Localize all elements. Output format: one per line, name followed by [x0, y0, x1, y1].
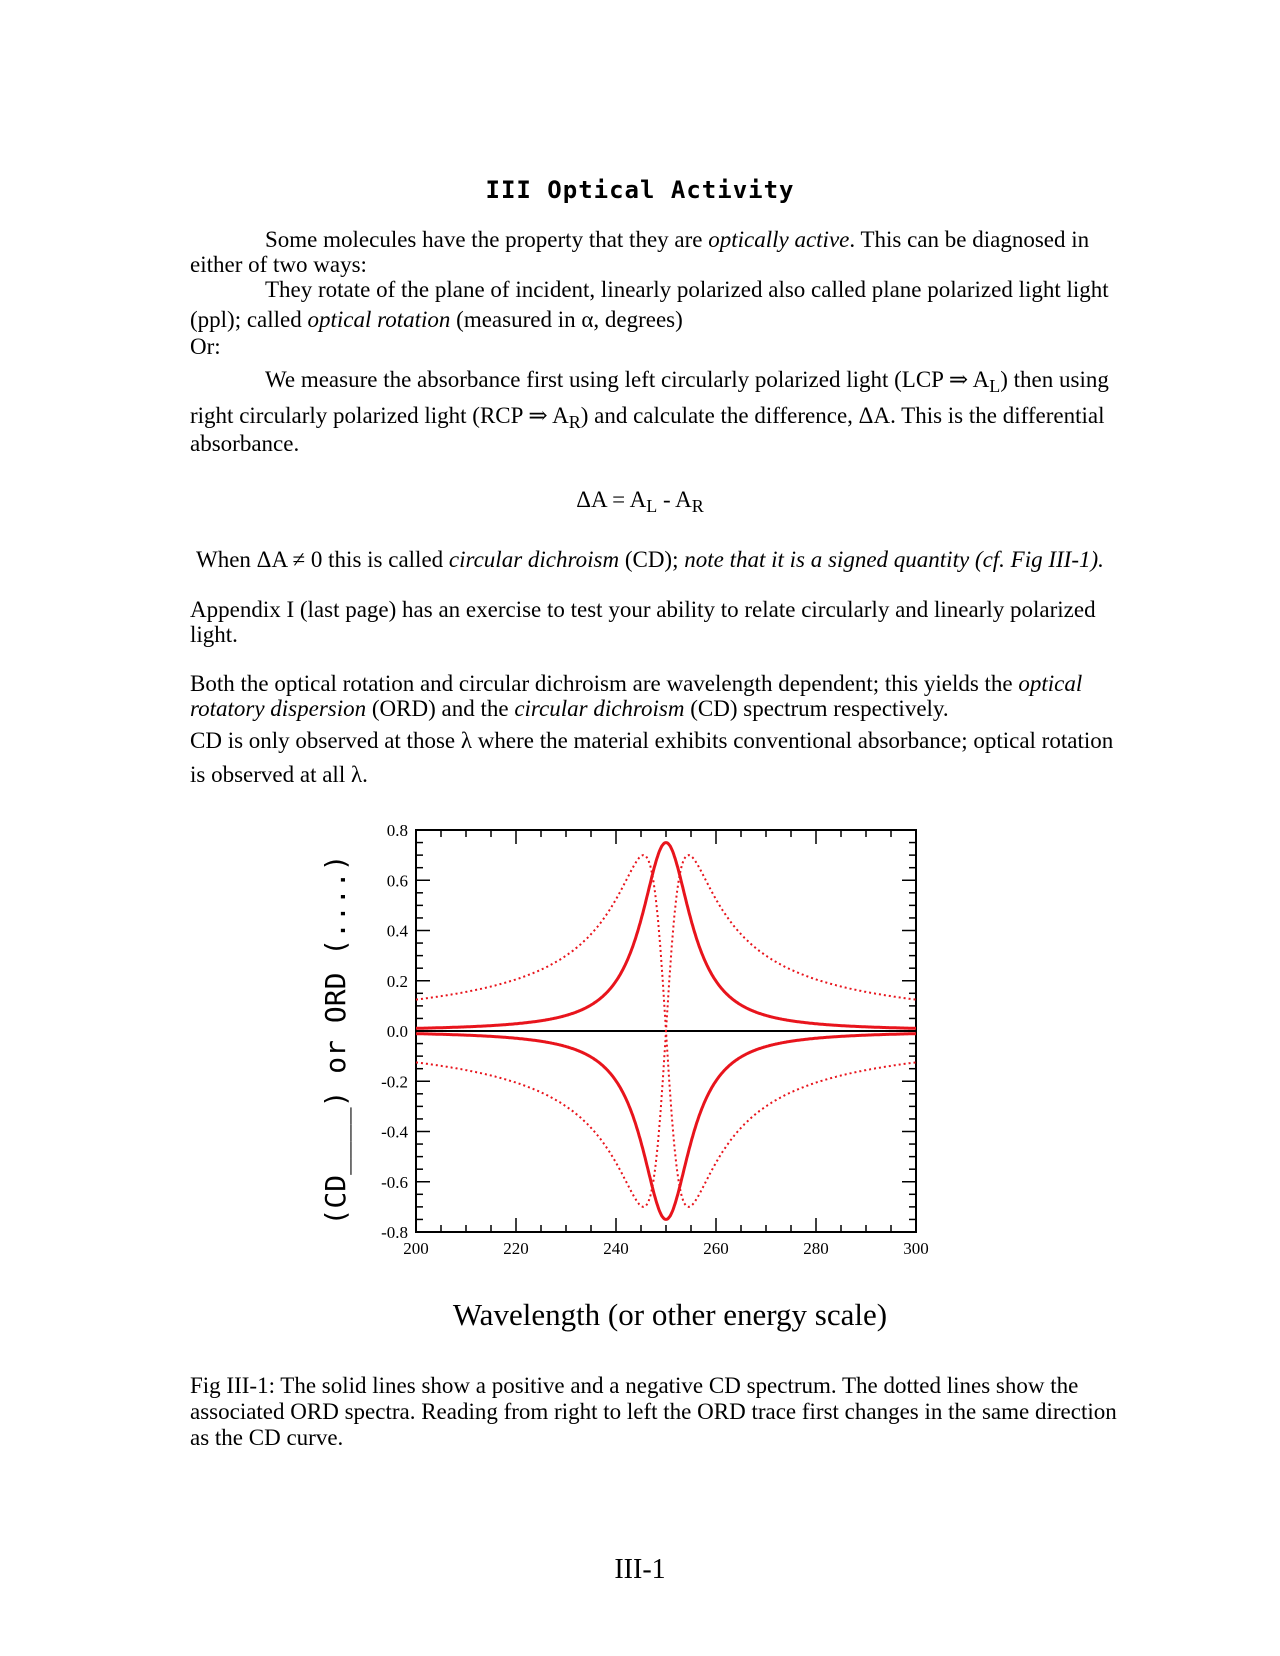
y-tick-label: -0.6	[381, 1172, 408, 1192]
x-tick-label: 200	[403, 1239, 429, 1258]
paragraph-1-line-1: Some molecules have the property that they are optically active. This can be diagnosed in	[265, 227, 1090, 252]
caption-line-1: Fig III-1: The solid lines show a positive and a negative CD spectrum. The dotted lines show the	[190, 1373, 1079, 1398]
paragraph-6-line-1: Both the optical rotation and circular dichroism are wavelength dependent; this yields the optical	[190, 671, 1083, 696]
paragraph-3-line-1: We measure the absorbance first using left circularly polarized light (LCP ⇒ $A_L$) then using	[265, 367, 1109, 396]
y-tick-label: 0.8	[386, 821, 408, 840]
figure-caption	[190, 1373, 1180, 1451]
y-tick-label: 0.6	[386, 871, 408, 891]
x-tick-label: 220	[503, 1239, 529, 1258]
paragraph-2-line-2: (ppl); called optical rotation (measured in α, degrees)	[190, 307, 683, 332]
x-tick-label: 240	[603, 1239, 629, 1258]
or-line: Or:	[190, 334, 221, 359]
cd-curve-1	[416, 1034, 916, 1220]
caption-line-3: as the CD curve.	[190, 1425, 344, 1450]
paragraph-4: When ΔA ≠ 0 this is called circular dichroism (CD); note that it is a signed quantity (cf. Fig III-1).	[196, 547, 1104, 572]
paragraph-5-line-1: Appendix I (last page) has an exercise to test your ability to relate circularly and linearly polarized	[190, 597, 1096, 622]
paragraph-5-line-2: light.	[190, 622, 238, 647]
cd-ord-chart	[300, 810, 940, 1340]
x-tick-label: 280	[803, 1239, 829, 1258]
x-tick-label: 300	[903, 1239, 929, 1258]
paragraph-7-line-2: is observed at all λ.	[190, 762, 368, 787]
page-number: III-1	[614, 1554, 666, 1585]
y-tick-label: -0.2	[381, 1072, 408, 1092]
y-axis-label: (CD____) or ORD (....)	[319, 854, 352, 1226]
y-tick-label: 0.4	[386, 921, 408, 941]
section-heading: III Optical Activity	[485, 176, 795, 204]
equation: $\Delta A = A_L - A_R$	[576, 487, 704, 516]
caption-line-2: associated ORD spectra. Reading from right to left the ORD trace first changes in the same direction	[190, 1399, 1117, 1424]
chart-marks	[381, 821, 929, 1258]
cd-curve-0	[416, 843, 916, 1029]
x-tick-label: 260	[703, 1239, 729, 1258]
y-tick-label: -0.4	[381, 1122, 408, 1142]
y-tick-label: -0.8	[381, 1223, 408, 1242]
paragraph-1-line-2: either of two ways:	[190, 252, 367, 277]
paragraph-3-line-2: right circularly polarized light (RCP ⇒ $A_R$) and calculate the difference, ΔA. This is the differential	[190, 403, 1105, 432]
paragraph-6-line-2: rotatory dispersion (ORD) and the circular dichroism (CD) spectrum respectively.	[190, 696, 949, 721]
y-tick-label: 0.2	[386, 971, 408, 991]
paragraph-3-line-3: absorbance.	[190, 431, 300, 456]
paragraph-2-line-1: They rotate of the plane of incident, linearly polarized also called plane polarized light light	[265, 277, 1109, 302]
x-axis-label: Wavelength (or other energy scale)	[452, 1297, 888, 1332]
paragraph-7-line-1: CD is only observed at those λ where the material exhibits conventional absorbance; optical rotation	[190, 728, 1114, 753]
y-tick-label: 0.0	[386, 1022, 408, 1041]
